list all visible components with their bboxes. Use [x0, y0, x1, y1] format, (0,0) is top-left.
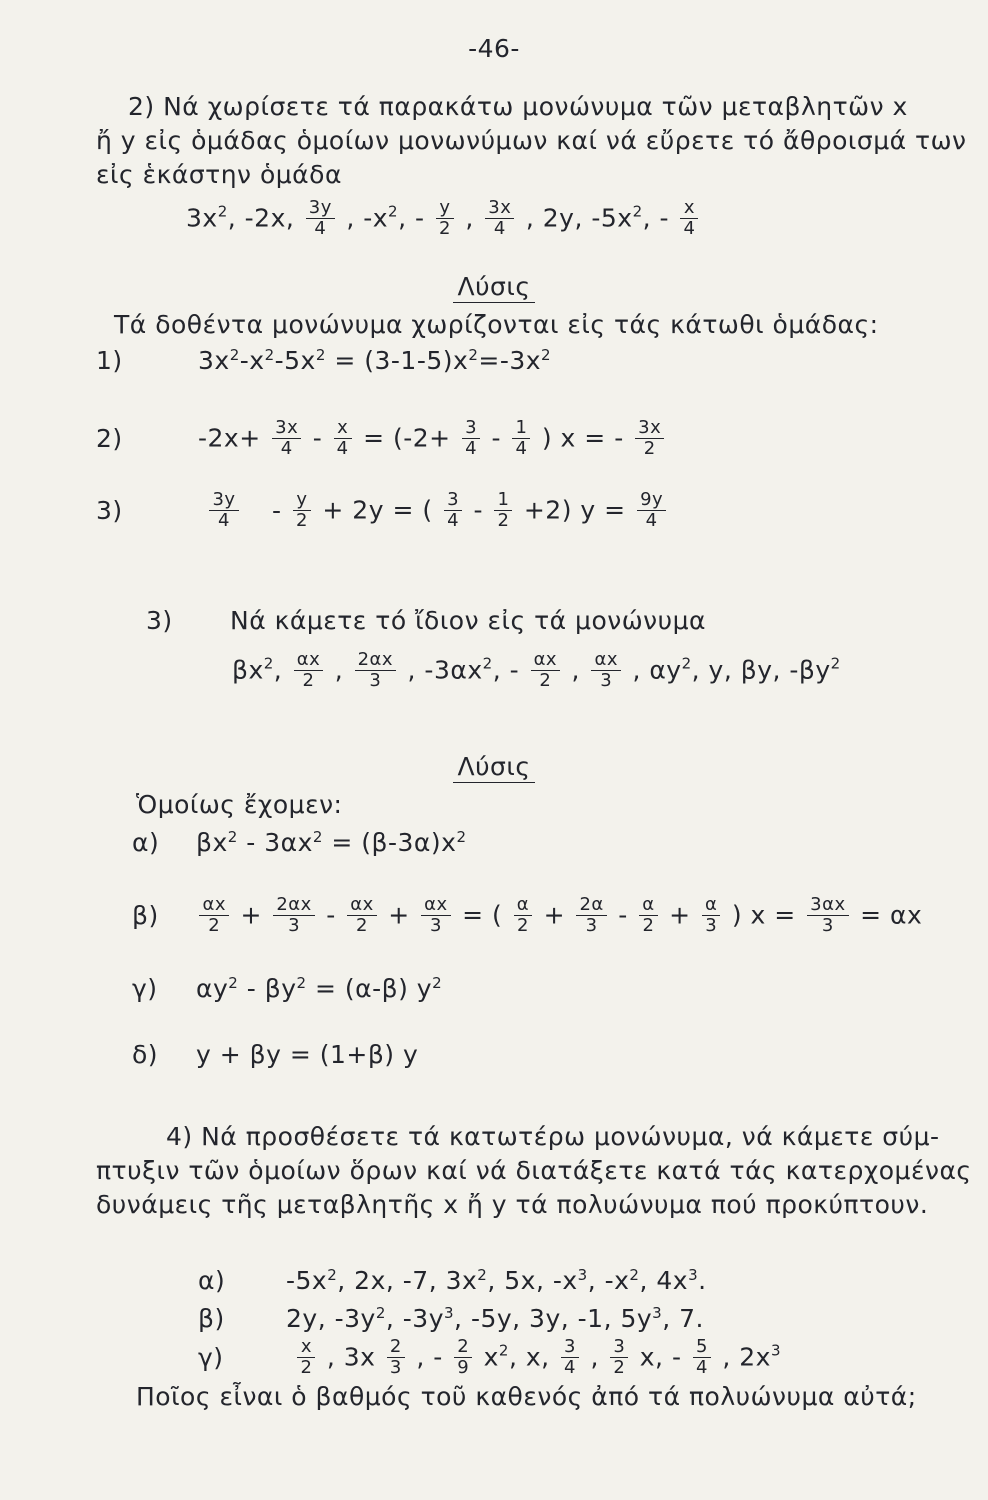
fraction: $\frac{\alpha}{3}$	[702, 895, 720, 936]
solution-1-row-2: 2) -2x+ $\frac{3x}{4}$ - $\frac{x}{4}$ = (-2+ $\frac{3}{4}$ - $\frac{1}{4}$ ) x = - $\frac{3x}{2}$	[96, 418, 667, 459]
fraction: $\frac{3y}{4}$	[209, 490, 238, 531]
fraction: $\frac{3x}{4}$	[485, 198, 514, 239]
fraction: $\frac{1}{4}$	[512, 418, 530, 459]
problem-2-line-2: ἤ y εἰς ὁμάδας ὁμοίων μονωνύμων καί νά εὔρετε τό ἄθροισμά των	[96, 126, 967, 155]
fraction: $\frac{3}{4}$	[462, 418, 480, 459]
fraction: $\frac{2\alpha x}{3}$	[273, 895, 314, 936]
fraction: $\frac{\alpha x}{2}$	[531, 650, 561, 691]
fraction: $\frac{y}{2}$	[293, 490, 311, 531]
fraction: $\frac{\alpha x}{2}$	[199, 895, 229, 936]
fraction: $\frac{x}{2}$	[297, 1337, 315, 1378]
fraction: $\frac{3}{4}$	[561, 1337, 579, 1378]
fraction: $\frac{\alpha x}{2}$	[294, 650, 324, 691]
solution-2-row-c: γ) $\alpha y^2 - \beta y^2 = (\alpha-\beta)$ $y^2$	[132, 974, 443, 1003]
problem-4-line-1: 4) Νά προσθέσετε τά κατωτέρω μονώνυμα, νά κάμετε σύμ-	[166, 1122, 940, 1151]
fraction: $\frac{2\alpha x}{3}$	[355, 650, 396, 691]
fraction: $\frac{3\alpha x}{3}$	[807, 895, 848, 936]
solution-1-intro: Τά δοθέντα μονώνυμα χωρίζονται εἰς τάς κάτωθι ὁμάδας:	[114, 310, 879, 339]
fraction: $\frac{1}{2}$	[494, 490, 512, 531]
problem-4-line-2: πτυξιν τῶν ὁμοίων ὅρων καί νά διατάξετε κατά τάς κατερχομένας	[96, 1156, 972, 1185]
fraction: $\frac{3y}{4}$	[306, 198, 335, 239]
fraction: $\frac{\alpha x}{3}$	[591, 650, 621, 691]
solution-2-row-d: δ) y + βy = (1+β) y	[132, 1040, 419, 1069]
fraction: $\frac{2}{3}$	[387, 1337, 405, 1378]
solution-2-heading: Λύσις	[0, 752, 988, 782]
fraction: $\frac{3}{4}$	[444, 490, 462, 531]
fraction: $\frac{2}{9}$	[454, 1337, 472, 1378]
fraction: $\frac{9y}{4}$	[637, 490, 666, 531]
problem-2-line-3: εἰς ἑκάστην ὁμάδα	[96, 160, 342, 189]
fraction: $\frac{\alpha}{2}$	[514, 895, 532, 936]
fraction: $\frac{x}{4}$	[334, 418, 352, 459]
problem-2-monomial-list: $3x^2$, -2x, $\frac{3y}{4}$ , $-x^2$, - $\frac{y}{2}$ , $\frac{3x}{4}$ , 2y, $-5x^2$, - $\frac{x}{4}$	[186, 198, 701, 239]
solution-1-row-3: 3) $\frac{3y}{4}$ - $\frac{y}{2}$ + 2y = ( $\frac{3}{4}$ - $\frac{1}{2}$ +2) y = $\frac{9y}{4}$	[96, 490, 669, 531]
fraction: $\frac{x}{4}$	[680, 198, 698, 239]
solution-2-intro: Ὁμοίως ἔχομεν:	[136, 790, 343, 819]
problem-3-monomial-list: $\beta x^2$, $\frac{\alpha x}{2}$ , $\frac{2\alpha x}{3}$ , $-3\alpha x^2$, - $\frac{\alpha x}{2}$ , $\frac{\alpha x}{3}$ , $\alpha y^2$, y, βy, $-\beta y^2$	[232, 649, 841, 691]
solution-2-row-a: α) $\beta x^2 - 3\alpha x^2 = (\beta-3\alpha)x^2$	[132, 828, 467, 857]
solution-1-heading: Λύσις	[0, 272, 988, 302]
problem-4-item-c: γ) $\frac{x}{2}$ , 3x $\frac{2}{3}$ , - $\frac{2}{9}$ $x^2$, x, $\frac{3}{4}$ , $\frac{3}{2}$ x, - $\frac{5}{4}$ , $2x^3$	[198, 1336, 781, 1378]
problem-4-item-a: α) $-5x^2$, 2x, -7, $3x^2$, 5x, $-x^3$, $-x^2$, $4x^3$.	[198, 1266, 707, 1295]
page-number: -46-	[468, 34, 520, 63]
problem-4-line-3: δυνάμεις τῆς μεταβλητῆς x ἤ y τά πολυώνυμα πού προκύπτουν.	[96, 1190, 929, 1219]
problem-3-statement: 3) Νά κάμετε τό ἴδιον εἰς τά μονώνυμα	[146, 606, 706, 635]
fraction: $\frac{3x}{4}$	[272, 418, 301, 459]
fraction: $\frac{y}{2}$	[436, 198, 454, 239]
fraction: $\frac{5}{4}$	[693, 1337, 711, 1378]
fraction: $\frac{\alpha x}{2}$	[347, 895, 377, 936]
solution-2-row-b: β) $\frac{\alpha x}{2}$ + $\frac{2\alpha x}{3}$ - $\frac{\alpha x}{2}$ + $\frac{\alpha x}{3}$ = ( $\frac{\alpha}{2}$ + $\frac{2\alpha}{3}$ - $\frac{\alpha}{2}$ + $\frac{\alpha}{3}$ ) x = $\frac{3\alpha x}{3}$ = αx	[132, 894, 923, 936]
problem-4-question: Ποῖος εἶναι ὁ βαθμός τοῦ καθενός ἀπό τά πολυώνυμα αὐτά;	[136, 1382, 917, 1411]
fraction: $\frac{3x}{2}$	[635, 418, 664, 459]
fraction: $\frac{\alpha x}{3}$	[421, 895, 451, 936]
fraction: $\frac{\alpha}{2}$	[639, 895, 657, 936]
fraction: $\frac{2\alpha}{3}$	[576, 895, 606, 936]
solution-1-row-1: 1) $3x^2-x^2-5x^2 = (3-1-5)x^2=-3x^2$	[96, 346, 552, 375]
problem-4-item-b: β) 2y, $-3y^2$, $-3y^3$, -5y, 3y, -1, $5y^3$, 7.	[198, 1304, 704, 1333]
fraction: $\frac{3}{2}$	[610, 1337, 628, 1378]
problem-2-line-1: 2) Νά χωρίσετε τά παρακάτω μονώνυμα τῶν μεταβλητῶν x	[128, 92, 908, 121]
